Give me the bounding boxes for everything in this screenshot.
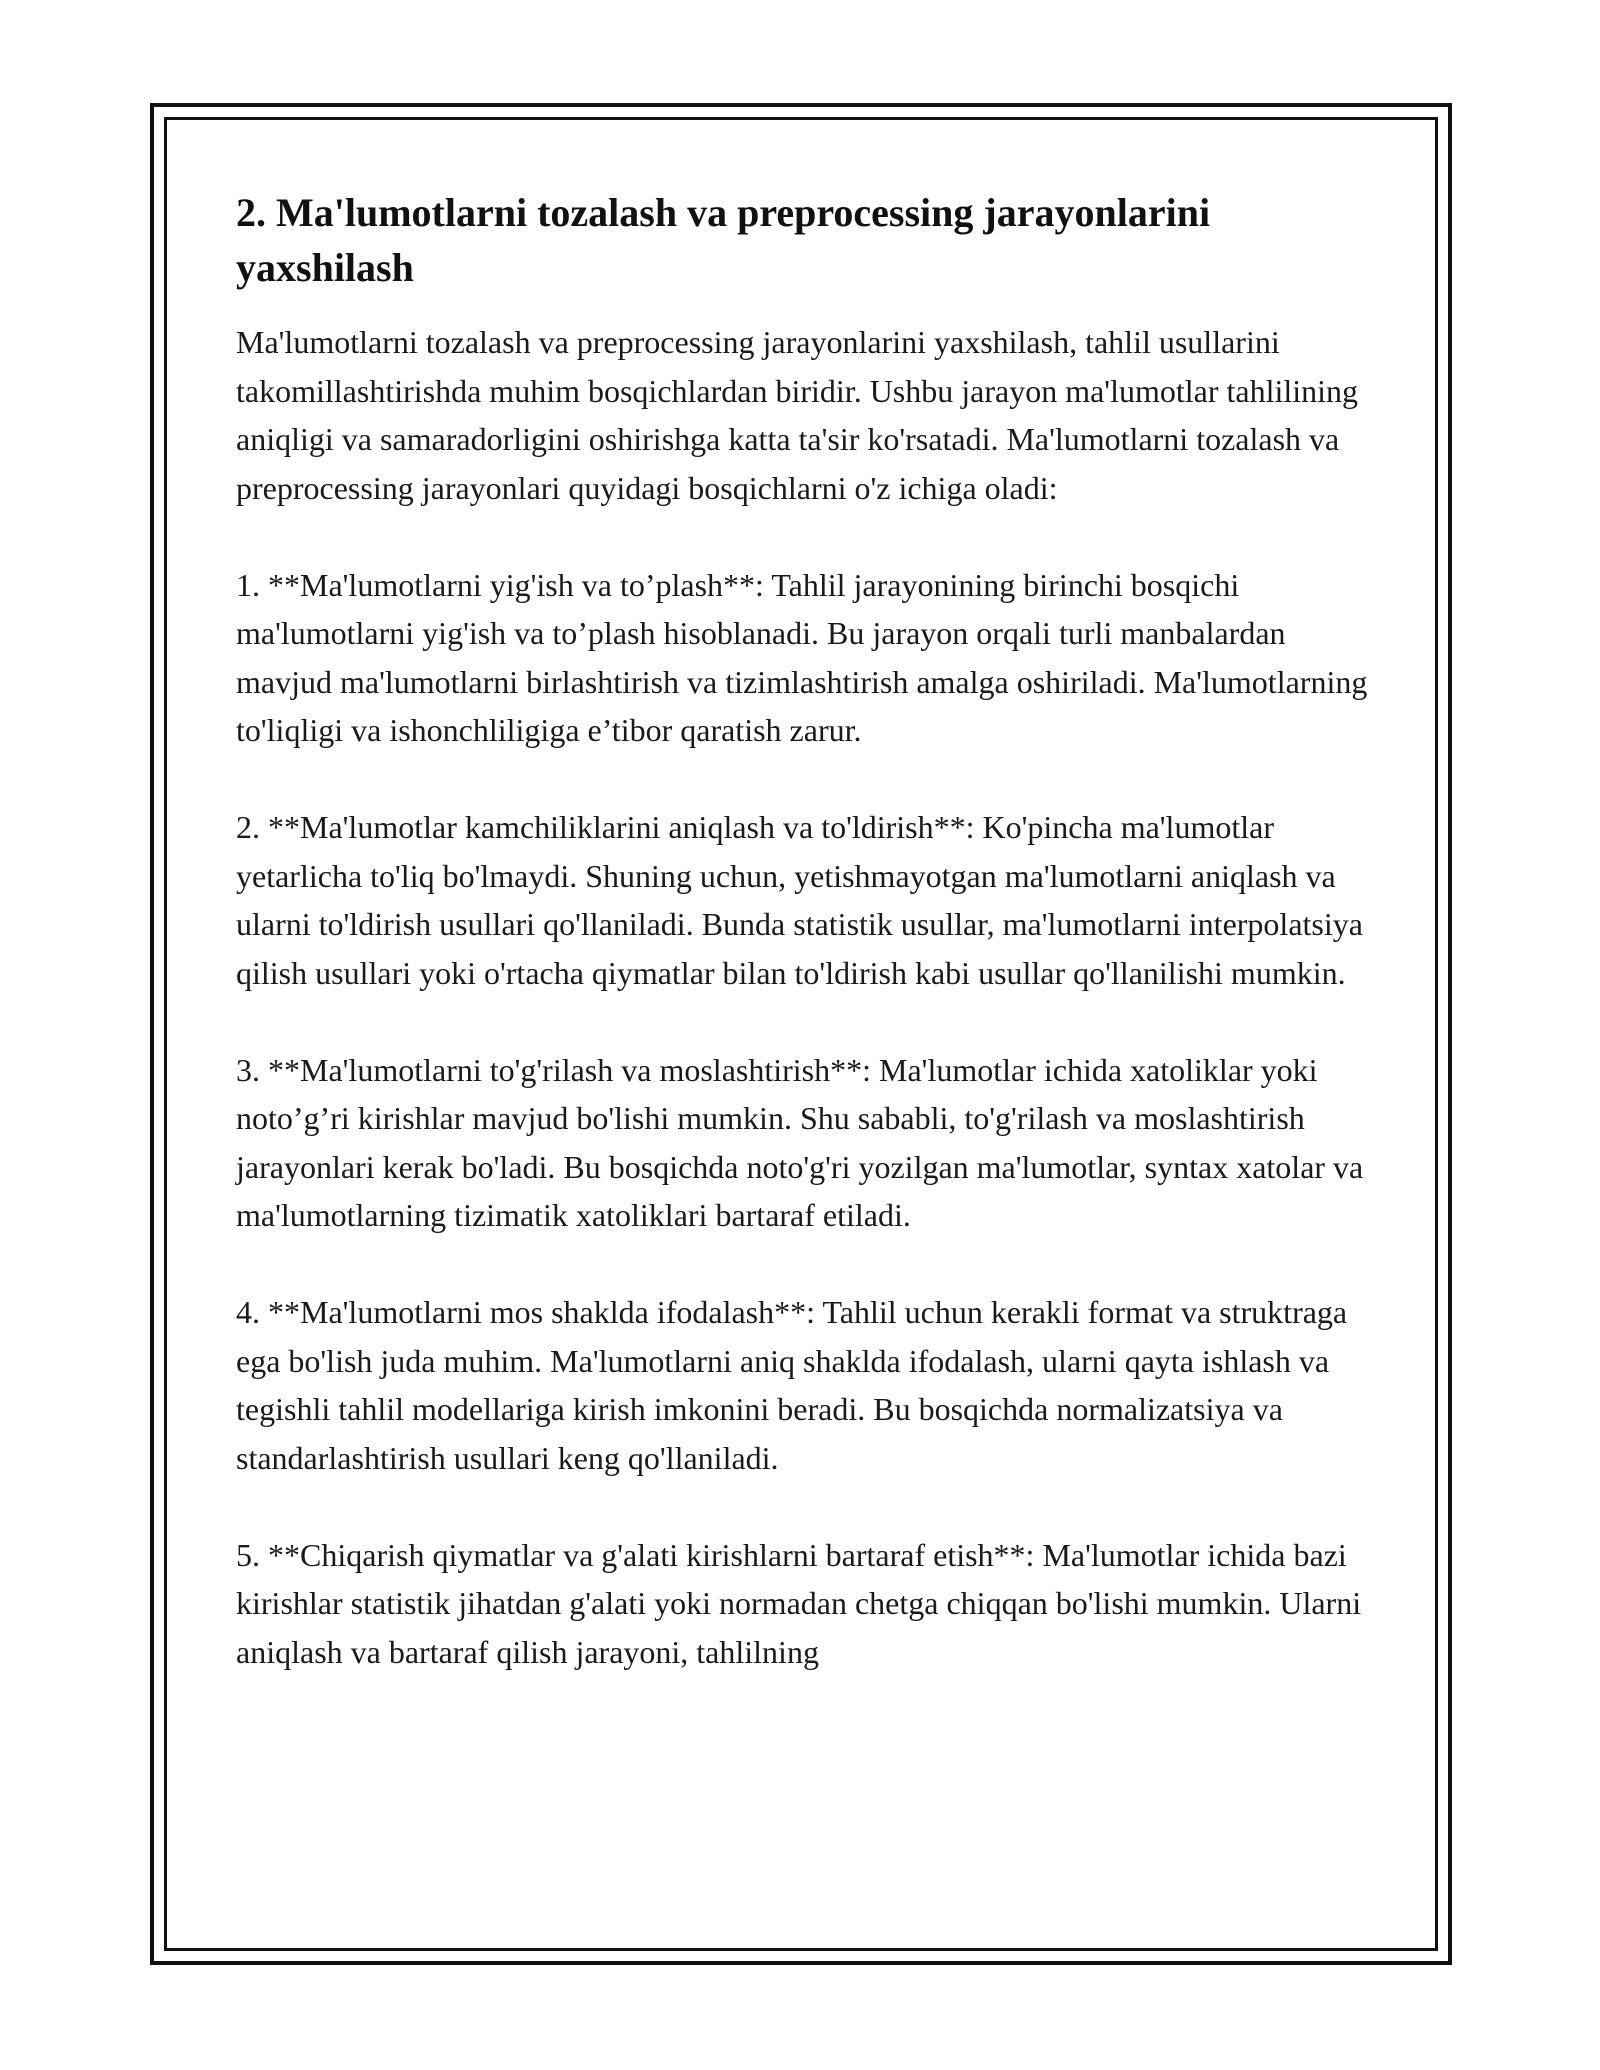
list-item-2: 2. **Ma'lumotlar kamchiliklarini aniqlash va to'ldirish**: Ko'pincha ma'lumotlar yetarlicha to'liq bo'lmaydi. Shuning uchun, yetishmayotgan ma'lumotlarni aniqlash va ularni to'ldirish usullari qo'llaniladi. Bunda statistik usullar, ma'lumotlarni interpolatsiya qilish usullari yoki o'rtacha qiymatlar bilan to'ldirish kabi usullar qo'llanilishi mumkin. — [236, 809, 1363, 991]
document-body — [236, 185, 1376, 1676]
intro-paragraph: Ma'lumotlarni tozalash va preprocessing jarayonlarini yaxshilash, tahlil usullarini takomillashtirishda muhim bosqichlardan biridir. Ushbu jarayon ma'lumotlar tahlilining aniqligi va samaradorligini oshirishga katta ta'sir ko'rsatadi. Ma'lumotlarni tozalash va preprocessing jarayonlari quyidagi bosqichlarni o'z ichiga oladi: — [236, 324, 1359, 506]
list-item-5: 5. **Chiqarish qiymatlar va g'alati kirishlarni bartaraf etish**: Ma'lumotlar ichida bazi kirishlar statistik jihatdan g'alati yoki normadan chetga chiqqan bo'lishi mumkin. Ularni aniqlash va bartaraf qilish jarayoni, tahlilning — [236, 1536, 1362, 1670]
list-item-4: 4. **Ma'lumotlarni mos shaklda ifodalash**: Tahlil uchun kerakli format va struktraga ega bo'lish juda muhim. Ma'lumotlarni aniq shaklda ifodalash, ularni qayta ishlash va tegishli tahlil modellariga kirish imkonini beradi. Bu bosqichda normalizatsiya va standarlashtirish usullari keng qo'llaniladi. — [236, 1294, 1348, 1476]
list-item-1: 1. **Ma'lumotlarni yig'ish va to’plash**: Tahlil jarayonining birinchi bosqichi ma'lumotlarni yig'ish va to’plash hisoblanadi. Bu jarayon orqali turli manbalardan mavjud ma'lumotlarni birlashtirish va tizimlashtirish amalga oshiriladi. Ma'lumotlarning to'liqligi va ishonchliligiga e’tibor qaratish zarur. — [236, 566, 1368, 748]
list-item-3: 3. **Ma'lumotlarni to'g'rilash va moslashtirish**: Ma'lumotlar ichida xatoliklar yoki noto’g’ri kirishlar mavjud bo'lishi mumkin. Shu sababli, to'g'rilash va moslashtirish jarayonlari kerak bo'ladi. Bu bosqichda noto'g'ri yozilgan ma'lumotlar, syntax xatolar va ma'lumotlarning tizimatik xatoliklari bartaraf etiladi. — [236, 1051, 1364, 1233]
section-heading: 2. Ma'lumotlarni tozalash va preprocessing jarayonlarini yaxshilash — [236, 190, 1211, 290]
